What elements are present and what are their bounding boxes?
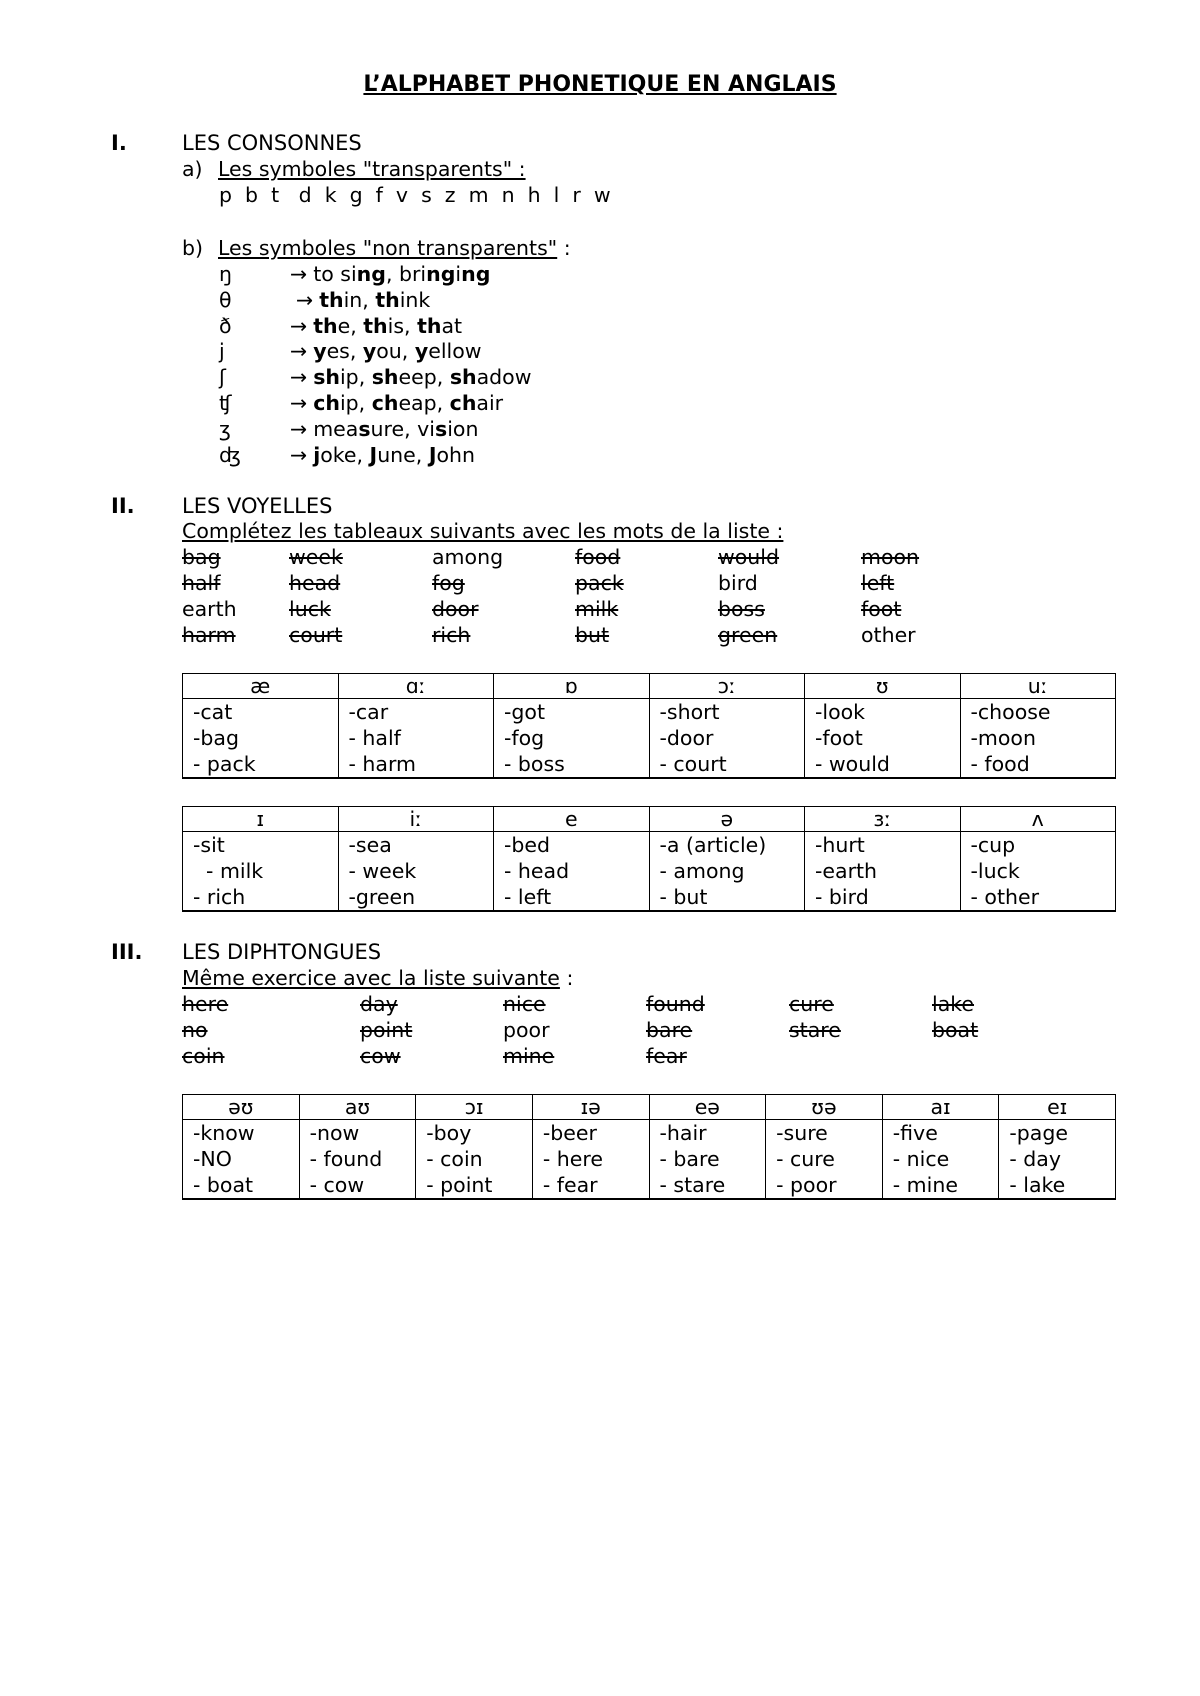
word-segment: sh — [313, 365, 340, 390]
word-segment: th — [319, 287, 344, 312]
section-1-number: I. — [111, 131, 127, 155]
list-word: moon — [861, 545, 920, 569]
example-word: - boss — [504, 752, 565, 776]
word-segment: air — [476, 391, 504, 415]
example-word: - found — [309, 1147, 383, 1171]
list-word: earth — [182, 597, 237, 621]
table-header-row — [183, 1095, 1116, 1120]
word-segment: y — [414, 339, 429, 364]
example-word: - bird — [815, 885, 869, 909]
word-segment: at — [441, 313, 463, 338]
word-segment: ng — [356, 262, 386, 286]
word-segment: ch — [313, 391, 340, 415]
example-word: - here — [542, 1147, 603, 1171]
ipa-symbol: θ — [219, 287, 232, 312]
example-word: - mine — [892, 1173, 958, 1197]
section-3-title: LES DIPHTONGUES — [182, 940, 382, 964]
word-segment: une, — [377, 442, 429, 467]
list-word: mine — [503, 1044, 555, 1068]
table-cell — [494, 832, 650, 912]
list-word: milk — [575, 597, 619, 621]
table-header-row — [183, 674, 1116, 699]
list-word: door — [432, 597, 479, 621]
example-word: - rich — [193, 885, 246, 909]
table-cell — [649, 699, 805, 779]
example-word: - half — [348, 726, 401, 750]
list-word: green — [718, 623, 778, 647]
phoneme-header: aʊ — [299, 1095, 416, 1120]
table-cell — [338, 699, 494, 779]
table-cell — [805, 832, 961, 912]
example-word: -now — [309, 1121, 360, 1145]
example-word: -page — [1009, 1121, 1068, 1145]
list-word: fear — [646, 1044, 687, 1068]
vowel-table-1 — [182, 673, 1116, 779]
word-segment: s — [435, 416, 448, 441]
word-segment: , bri — [385, 262, 427, 286]
table-cell — [882, 1120, 999, 1200]
phoneme-header: e — [494, 807, 650, 832]
list-word: point — [360, 1018, 413, 1042]
example-word: -cat — [193, 700, 233, 724]
example-word: -green — [348, 885, 416, 909]
example-word: -sit — [193, 833, 225, 857]
arrow-icon: → — [290, 339, 308, 364]
list-word: foot — [861, 597, 902, 621]
word-segment: oke, — [320, 442, 370, 467]
list-word: nice — [503, 992, 546, 1016]
example-word: - left — [504, 885, 552, 909]
table-row — [183, 699, 1116, 779]
list-word: cow — [360, 1044, 401, 1068]
phoneme-header: ɪ — [183, 807, 339, 832]
word-segment: ohn — [436, 442, 475, 467]
list-word: stare — [789, 1018, 841, 1042]
example-word: - court — [659, 752, 727, 776]
vowel-table-2 — [182, 806, 1116, 912]
ipa-symbol: ŋ — [219, 262, 232, 286]
word-segment: ng — [461, 262, 491, 286]
word-segment: th — [313, 313, 338, 338]
example-word: -moon — [970, 726, 1036, 750]
list-word: half — [182, 571, 221, 595]
phoneme-header: aɪ — [882, 1095, 999, 1120]
list-word: rich — [432, 623, 471, 647]
example-words — [290, 443, 475, 467]
subsection-b-colon: : — [557, 236, 571, 260]
phoneme-header: ʊ — [805, 674, 961, 699]
ipa-symbol: ʃ — [219, 365, 226, 390]
example-word: - head — [504, 859, 570, 883]
list-word: fog — [432, 571, 465, 595]
phoneme-header: ʌ — [960, 807, 1116, 832]
example-word: -five — [892, 1121, 938, 1145]
list-word: bare — [646, 1018, 693, 1042]
word-segment: sh — [449, 365, 477, 390]
example-word: -cup — [970, 833, 1016, 857]
diphthongs-instruction-text: Même exercice avec la liste suivante — [182, 966, 560, 990]
example-word: - lake — [1009, 1173, 1066, 1197]
arrow-icon: → — [290, 391, 308, 415]
ipa-symbol: ʧ — [219, 391, 232, 415]
table-cell — [494, 699, 650, 779]
word-segment: ure, vi — [370, 416, 435, 441]
section-2-number: II. — [111, 494, 135, 518]
list-word: week — [289, 545, 343, 569]
word-segment: is, — [387, 313, 418, 338]
arrow-icon: → — [290, 416, 308, 441]
word-segment: adow — [476, 365, 532, 390]
example-word: - poor — [776, 1173, 837, 1197]
word-segment: ink — [399, 287, 431, 312]
phoneme-header: iː — [338, 807, 494, 832]
table-cell — [299, 1120, 416, 1200]
example-word: -boy — [426, 1121, 472, 1145]
table-header-row — [183, 807, 1116, 832]
list-word: would — [718, 545, 780, 569]
word-segment: ou, — [376, 339, 415, 364]
word-segment: ch — [449, 391, 477, 415]
ipa-symbol: j — [219, 339, 225, 364]
section-1-title: LES CONSONNES — [182, 131, 362, 155]
phoneme-header: uː — [960, 674, 1116, 699]
example-words — [290, 314, 462, 338]
example-words — [296, 288, 430, 312]
arrow-icon: → — [290, 365, 308, 390]
list-word: food — [575, 545, 621, 569]
word-segment: ellow — [428, 339, 482, 364]
list-word: among — [432, 545, 504, 569]
example-words — [290, 417, 478, 441]
word-segment: eap, — [398, 391, 450, 415]
transparent-symbols: p b t d k g f v s z m n h l r w — [219, 183, 611, 207]
example-word: - food — [970, 752, 1030, 776]
table-row — [183, 1120, 1116, 1200]
phoneme-header: eɪ — [999, 1095, 1116, 1120]
list-word: here — [182, 992, 229, 1016]
example-word: -sea — [348, 833, 392, 857]
phoneme-header: æ — [183, 674, 339, 699]
example-word: - cow — [309, 1173, 365, 1197]
list-word: luck — [289, 597, 331, 621]
word-segment: to si — [313, 262, 357, 286]
table-cell — [416, 1120, 533, 1200]
list-word: coin — [182, 1044, 225, 1068]
example-word: -a (article) — [659, 833, 767, 857]
word-segment: in, — [343, 287, 376, 312]
example-word: - other — [970, 885, 1040, 909]
list-word: cure — [789, 992, 834, 1016]
word-segment: th — [363, 313, 388, 338]
list-word: boss — [718, 597, 765, 621]
example-words — [290, 339, 482, 363]
table-row — [183, 832, 1116, 912]
word-segment: J — [428, 442, 437, 467]
word-segment: eep, — [398, 365, 450, 390]
list-word: day — [360, 992, 398, 1016]
table-cell — [338, 832, 494, 912]
arrow-icon: → — [290, 262, 308, 286]
diphthong-table — [182, 1094, 1116, 1200]
list-word: bird — [718, 571, 758, 595]
example-word: -luck — [970, 859, 1020, 883]
example-word: - coin — [426, 1147, 483, 1171]
word-segment: sh — [371, 365, 399, 390]
arrow-icon: → — [290, 313, 308, 338]
example-word: -got — [504, 700, 545, 724]
example-word: - week — [348, 859, 417, 883]
phoneme-header: ʊə — [766, 1095, 883, 1120]
phoneme-header: eə — [649, 1095, 766, 1120]
example-word: -car — [348, 700, 389, 724]
example-word: - stare — [659, 1173, 726, 1197]
arrow-icon: → — [290, 442, 308, 467]
example-words — [290, 262, 490, 286]
word-segment: ip, — [339, 365, 372, 390]
example-word: -hurt — [815, 833, 865, 857]
table-cell — [999, 1120, 1116, 1200]
list-word: boat — [932, 1018, 979, 1042]
table-cell — [183, 832, 339, 912]
word-segment: e, — [337, 313, 364, 338]
example-word: - harm — [348, 752, 417, 776]
vowels-instruction: Complétez les tableaux suivants avec les mots de la liste : — [182, 519, 784, 543]
list-word: pack — [575, 571, 624, 595]
example-words — [290, 391, 503, 415]
ipa-symbol: ð — [219, 313, 232, 338]
table-cell — [960, 832, 1116, 912]
example-word: - but — [659, 885, 708, 909]
diphthongs-instruction — [182, 966, 573, 990]
arrow-icon: → — [296, 287, 314, 312]
table-cell — [183, 699, 339, 779]
example-word: -foot — [815, 726, 863, 750]
example-word: - bare — [659, 1147, 720, 1171]
word-segment: y — [362, 339, 377, 364]
example-word: - day — [1009, 1147, 1061, 1171]
list-word: other — [861, 623, 916, 647]
example-word: -sure — [776, 1121, 828, 1145]
ipa-symbol: ʒ — [219, 416, 231, 441]
example-word: - among — [659, 859, 745, 883]
list-word: left — [861, 571, 895, 595]
example-word: -know — [193, 1121, 255, 1145]
phoneme-header: ɑː — [338, 674, 494, 699]
subsection-a-label: a) — [182, 157, 203, 181]
phoneme-header: ɜː — [805, 807, 961, 832]
word-segment: j — [313, 442, 321, 467]
example-word: - would — [815, 752, 890, 776]
example-word: -choose — [970, 700, 1051, 724]
list-word: found — [646, 992, 705, 1016]
page-title: L’ALPHABET PHONETIQUE EN ANGLAIS — [363, 72, 837, 97]
word-segment: th — [417, 313, 442, 338]
word-segment: ip, — [339, 391, 372, 415]
word-segment: ion — [447, 416, 479, 441]
list-word: but — [575, 623, 610, 647]
diphthongs-instruction-colon: : — [559, 966, 574, 990]
section-2-title: LES VOYELLES — [182, 494, 333, 518]
example-word: - pack — [193, 752, 256, 776]
example-word: -NO — [193, 1147, 232, 1171]
list-word: harm — [182, 623, 236, 647]
list-word: court — [289, 623, 343, 647]
phoneme-header: ɪə — [532, 1095, 649, 1120]
list-word: bag — [182, 545, 221, 569]
word-segment: es, — [326, 339, 363, 364]
table-cell — [649, 1120, 766, 1200]
word-segment: y — [313, 339, 327, 364]
table-cell — [960, 699, 1116, 779]
example-word: - fear — [542, 1173, 598, 1197]
word-segment: i — [455, 262, 462, 286]
word-segment: th — [375, 287, 400, 312]
subsection-b-heading-text: Les symboles "non transparents" — [218, 236, 558, 260]
example-word: - milk — [193, 859, 264, 883]
phoneme-header: ɔɪ — [416, 1095, 533, 1120]
word-segment: s — [358, 416, 371, 441]
example-word: - point — [426, 1173, 493, 1197]
word-segment: mea — [313, 416, 359, 441]
table-cell — [183, 1120, 300, 1200]
ipa-symbol: ʤ — [219, 442, 241, 467]
example-word: - boat — [193, 1173, 254, 1197]
section-3-number: III. — [111, 940, 143, 964]
example-word: -bed — [504, 833, 551, 857]
phoneme-header: ɔː — [649, 674, 805, 699]
example-word: -fog — [504, 726, 545, 750]
phoneme-header: əʊ — [183, 1095, 300, 1120]
phoneme-header: ɒ — [494, 674, 650, 699]
table-cell — [532, 1120, 649, 1200]
list-word: head — [289, 571, 341, 595]
example-word: - cure — [776, 1147, 835, 1171]
word-segment: ch — [371, 391, 399, 415]
example-word: -look — [815, 700, 866, 724]
subsection-b-heading — [218, 236, 571, 260]
example-word: - nice — [892, 1147, 950, 1171]
example-word: -door — [659, 726, 714, 750]
table-cell — [805, 699, 961, 779]
example-words — [290, 365, 532, 389]
table-cell — [649, 832, 805, 912]
example-word: -bag — [193, 726, 239, 750]
list-word: no — [182, 1018, 208, 1042]
example-word: -short — [659, 700, 720, 724]
list-word: poor — [503, 1018, 550, 1042]
subsection-b-label: b) — [182, 236, 204, 260]
example-word: -hair — [659, 1121, 707, 1145]
word-segment: ng — [426, 262, 456, 286]
list-word: lake — [932, 992, 975, 1016]
table-cell — [766, 1120, 883, 1200]
example-word: -earth — [815, 859, 878, 883]
subsection-a-heading: Les symboles "transparents" : — [218, 157, 526, 181]
example-word: -beer — [542, 1121, 597, 1145]
phoneme-header: ə — [649, 807, 805, 832]
word-segment: J — [369, 442, 378, 467]
